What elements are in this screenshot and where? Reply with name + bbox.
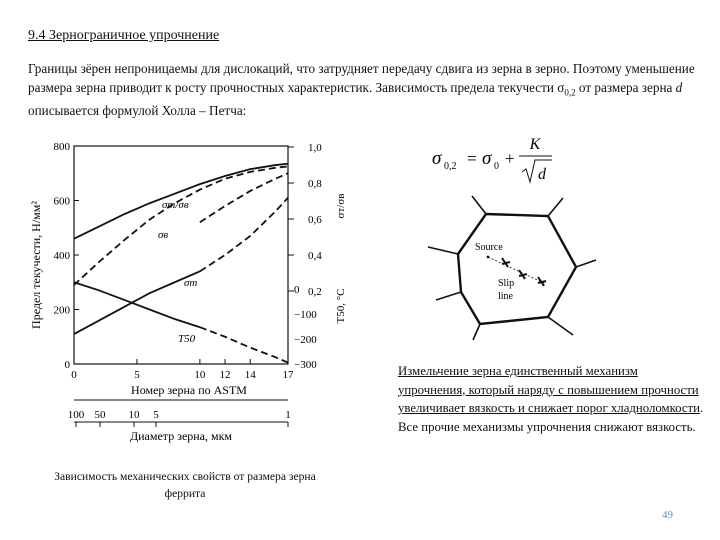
page-number: 49 — [662, 509, 673, 521]
formula-plus: + — [505, 149, 515, 168]
formula-sigma-0: σ — [482, 148, 492, 169]
hall-petch-formula — [432, 132, 562, 188]
grain-outline — [458, 214, 576, 324]
intro-subscript: 0,2 — [564, 87, 576, 98]
diameter-tick-label: 1 — [285, 409, 291, 421]
plot-frame — [74, 146, 288, 364]
ratio-tick-label: 1,0 — [308, 142, 322, 154]
formula-sigma: σ — [432, 148, 442, 169]
grain-size-chart — [22, 136, 352, 454]
source-label: Source — [475, 242, 503, 253]
ratio-tick-label: 0,4 — [308, 250, 322, 262]
intro-text-3: описывается формулой Холла – Петча: — [28, 102, 247, 118]
temp-tick-label: −100 — [294, 309, 317, 321]
series-line-3 — [74, 271, 200, 334]
left-tick-label: 600 — [53, 195, 70, 208]
formula-equals: = — [467, 149, 477, 168]
intro-paragraph — [28, 60, 698, 120]
temp-tick-label: −300 — [294, 359, 317, 371]
formula-numerator: K — [529, 136, 541, 153]
source-point — [487, 256, 490, 259]
formula-denominator: d — [538, 166, 546, 183]
temp-tick-label: 0 — [294, 284, 300, 296]
slip-label-2: line — [498, 291, 513, 302]
chart-caption: Зависимость механических свойств от размера зерна феррита — [54, 470, 316, 500]
slide-title: 9.4 Зернограничное упрочнение — [28, 28, 220, 43]
intro-text-2: от размера зерна — [575, 79, 676, 95]
sqrt-sign — [522, 160, 552, 182]
formula-sub-2: 0 — [494, 161, 499, 172]
astm-tick-label: 14 — [244, 369, 256, 381]
series-label: σв — [158, 229, 169, 241]
note-underlined-text: Измельчение зерна единственный механизм упрочнения, который наряду с повышением прочности увеличивает вязкость и снижает порог хладноломкости — [398, 364, 701, 415]
temp-axis-label: T50, °C — [335, 288, 347, 324]
astm-tick-label: 17 — [282, 369, 294, 381]
conclusion-note — [398, 362, 708, 436]
series-line-4 — [200, 198, 288, 272]
note-dot: . — [700, 401, 704, 415]
astm-tick-label: 0 — [71, 369, 77, 381]
astm-tick-label: 5 — [134, 369, 140, 381]
note-second-text: Все прочие механизмы упрочнения снижают вязкость. — [398, 419, 696, 434]
diameter-tick-label: 50 — [94, 409, 106, 421]
ratio-axis-label: σт/σв — [335, 193, 347, 219]
diameter-tick-label: 10 — [128, 409, 140, 421]
ratio-tick-label: 0,6 — [308, 214, 322, 226]
ratio-tick-label: 0,2 — [308, 286, 322, 298]
diameter-axis-label: Диаметр зерна, мкм — [129, 429, 233, 443]
series-line-5 — [74, 282, 200, 327]
temp-tick-label: −200 — [294, 334, 317, 346]
astm-tick-label: 10 — [194, 369, 206, 381]
formula-sub-1: 0,2 — [444, 161, 457, 172]
series-line-6 — [200, 327, 288, 362]
series-line-0 — [74, 166, 288, 285]
astm-tick-label: 12 — [219, 369, 231, 381]
slip-label-1: Slip — [498, 278, 515, 289]
diameter-tick-label: 100 — [67, 409, 85, 421]
neighbour-boundaries — [428, 196, 596, 340]
ratio-tick-label: 0,8 — [308, 178, 322, 190]
astm-axis-label: Номер зерна по ASTM — [131, 383, 247, 397]
series-label: σт — [184, 277, 198, 289]
intro-text-1: Границы зёрен непроницаемы для дислокаций, что затрудняет передачу сдвига из зерна в зерно. Поэтому уменьшение размера зерна приводит к росту прочностных характеристик. Зависимость предела текучести σ — [28, 61, 695, 95]
intro-d-symbol: d — [675, 79, 683, 95]
left-tick-label: 200 — [53, 304, 70, 317]
slip-line — [488, 257, 546, 284]
left-tick-label: 800 — [53, 141, 70, 153]
series-label: σт/σв — [162, 199, 189, 211]
grain-boundary-diagram — [418, 192, 598, 342]
left-tick-label: 0 — [64, 359, 70, 371]
series-label: T50 — [178, 333, 196, 345]
left-axis-label: Предел текучести, Н/мм² — [29, 201, 43, 329]
left-tick-label: 400 — [53, 250, 70, 262]
diameter-tick-label: 5 — [153, 409, 159, 421]
